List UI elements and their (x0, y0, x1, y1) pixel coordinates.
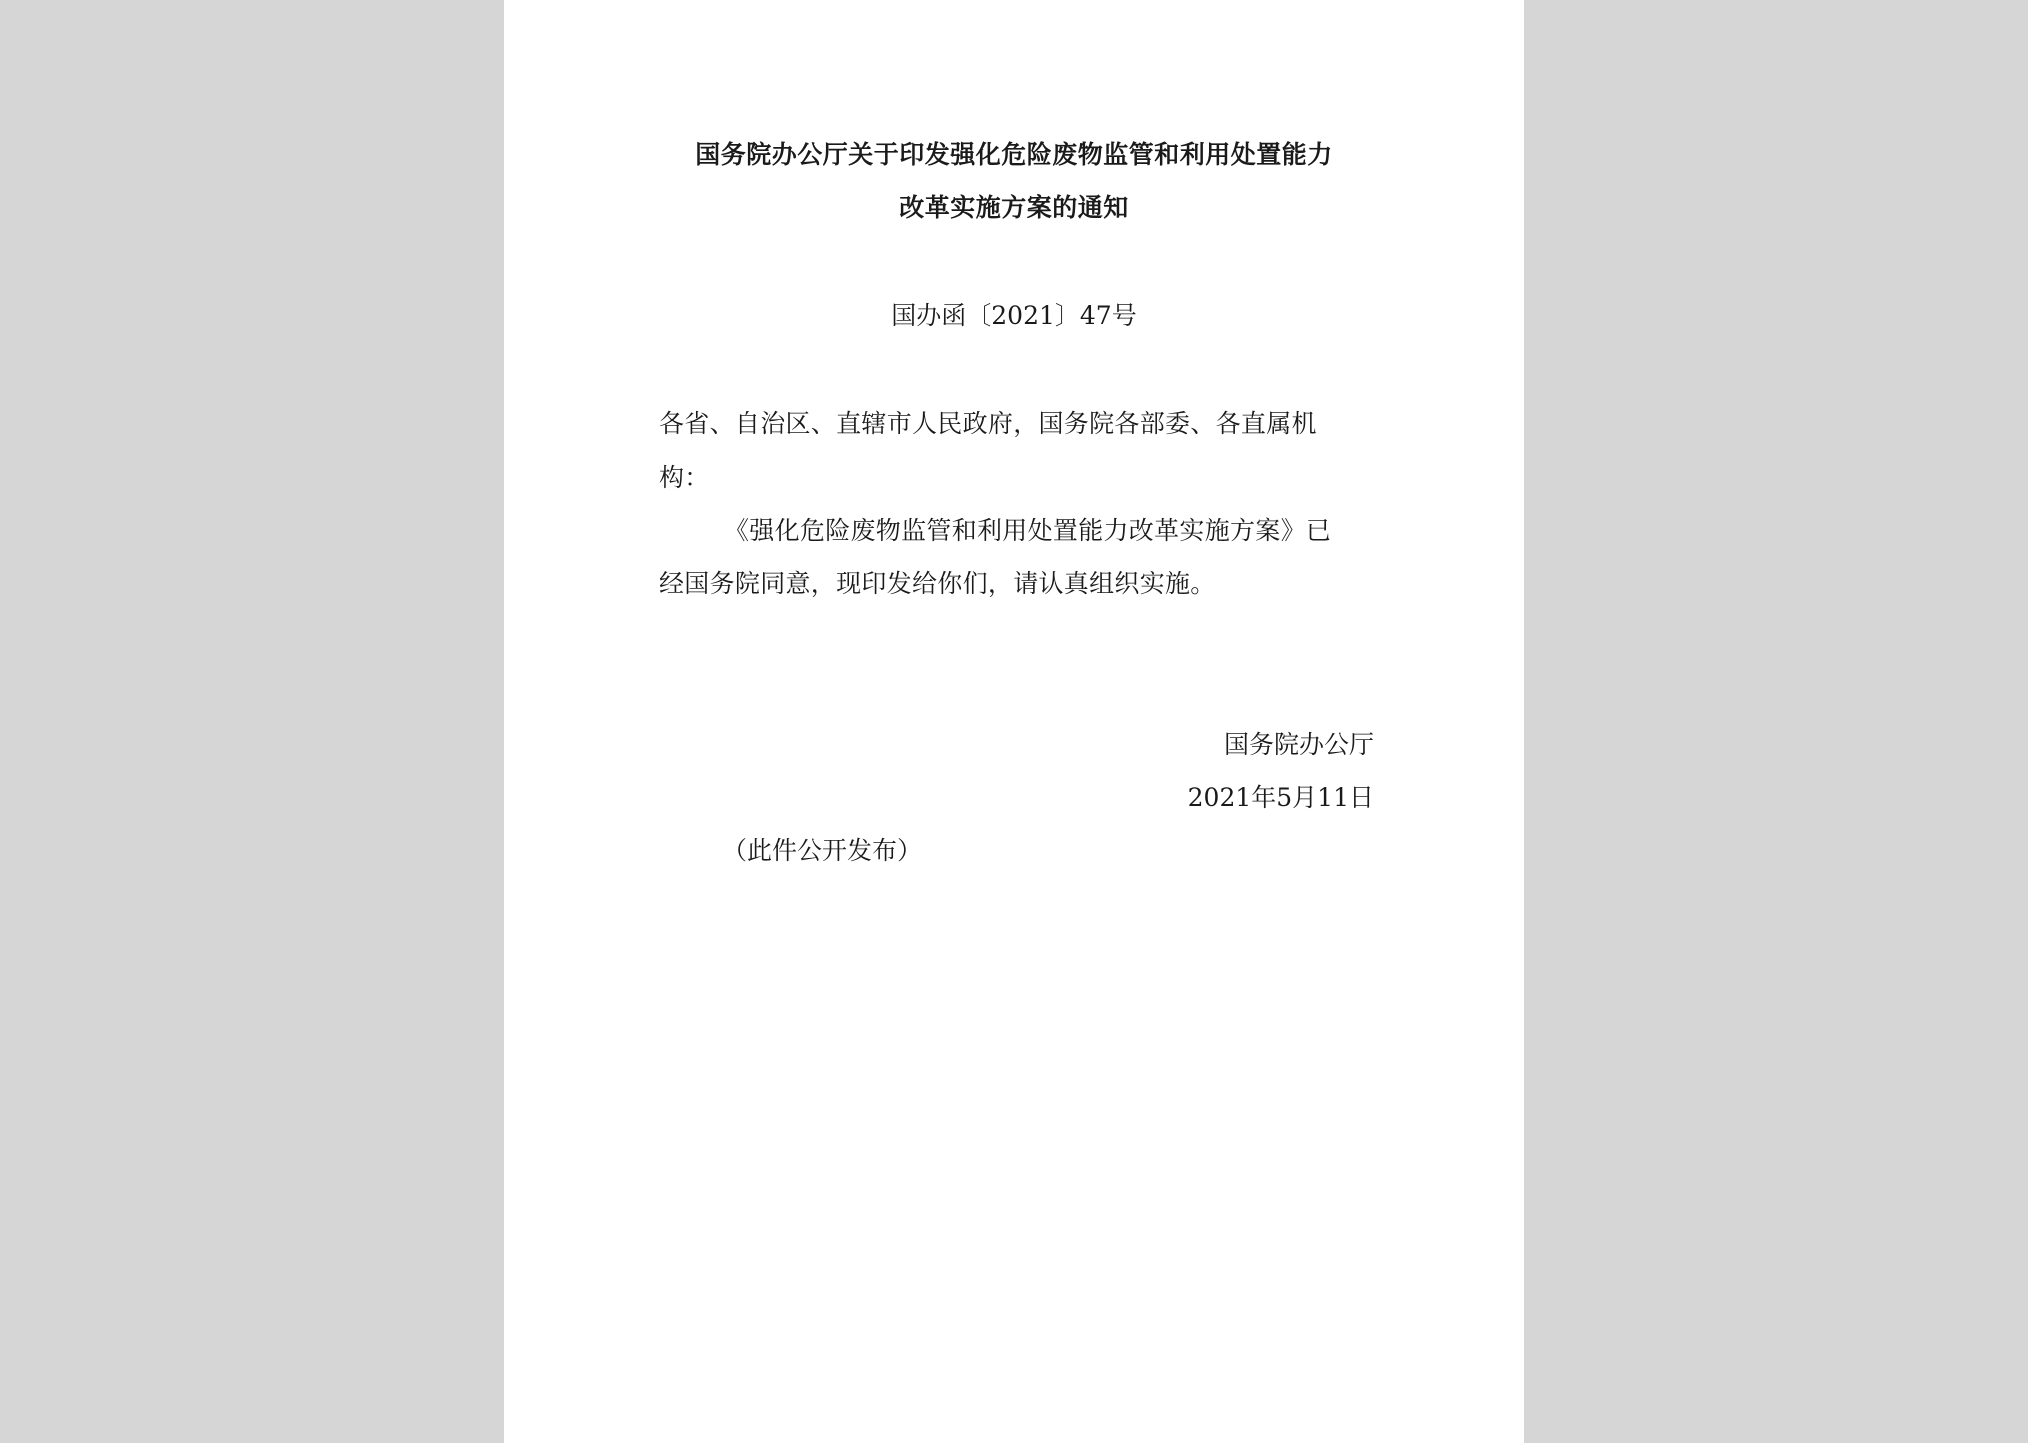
body-line-2: 经国务院同意，现印发给你们，请认真组织实施。 (659, 569, 1216, 598)
body-line-1: 《强化危险废物监管和利用处置能力改革实施方案》已 (724, 516, 1332, 545)
document-page (504, 0, 1524, 1443)
signature-issuer: 国务院办公厅 (1223, 730, 1374, 759)
document-number: 国办函〔2021〕47号 (891, 301, 1137, 330)
document-title-line-1: 国务院办公厅关于印发强化危险废物监管和利用处置能力 (695, 140, 1333, 169)
signature-date: 2021年5月11日 (1187, 783, 1374, 812)
public-release-note: （此件公开发布） (722, 836, 923, 865)
addressee-line-1: 各省、自治区、直辖市人民政府，国务院各部委、各直属机 (659, 409, 1317, 438)
document-title-line-2: 改革实施方案的通知 (899, 193, 1129, 222)
addressee-line-2: 构： (659, 463, 710, 492)
